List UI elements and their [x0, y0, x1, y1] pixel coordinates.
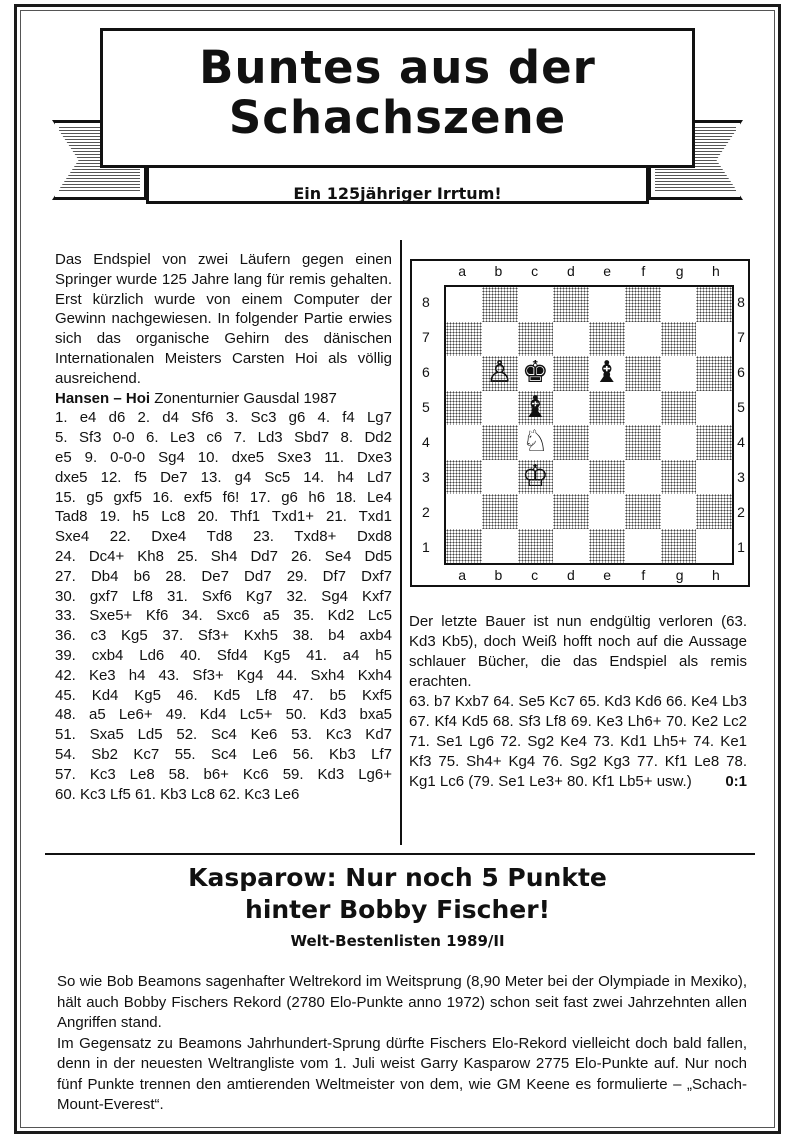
file-label: f: [641, 567, 646, 583]
move-list: [55, 408, 392, 804]
rank-label: 5: [737, 399, 745, 415]
rank-label: 4: [422, 434, 430, 450]
board-square-b8: [482, 287, 518, 322]
board-square-g1: [661, 529, 697, 564]
board-square-c1: [518, 529, 554, 564]
section-divider: [45, 853, 755, 855]
board-square-g5: [661, 391, 697, 426]
board-square-b5: [482, 391, 518, 426]
page-subtitle: Ein 125jähriger Irrtum!: [293, 184, 502, 203]
file-label: b: [494, 567, 503, 583]
board-square-b1: [482, 529, 518, 564]
rank-label: 6: [737, 364, 745, 380]
file-label: e: [603, 263, 612, 279]
move-line: 36. c3 Kg5 37. Sf3+ Kxh5 38. b4 axb4: [55, 627, 392, 645]
file-label: h: [711, 567, 720, 583]
board-square-e5: [589, 391, 625, 426]
game-result: 0:1: [725, 773, 747, 790]
rank-label: 3: [422, 469, 430, 485]
board-square-c5: [518, 391, 554, 426]
file-label: b: [494, 263, 503, 279]
board-square-e1: [589, 529, 625, 564]
board-square-g6: [661, 356, 697, 391]
board-square-b6: [482, 356, 518, 391]
board-square-g3: [661, 460, 697, 495]
board-square-d5: [553, 391, 589, 426]
rank-label: 4: [737, 434, 745, 450]
file-label: a: [458, 567, 467, 583]
board-square-b4: [482, 425, 518, 460]
file-label: c: [531, 263, 539, 279]
move-line: e5 9. 0-0-0 Sg4 10. dxe5 Sxe3 11. Dxe3: [55, 448, 392, 466]
move-line: dxe5 12. f5 De7 13. g4 Sc5 14. h4 Ld7: [55, 468, 392, 486]
intro-paragraph: Das Endspiel von zwei Läufern gegen einen Springer wurde 125 Jahre lang für remis gehalten. Erst kürzlich wurde von einem Computer der Gewinn nachgewiesen. In folgender Partie erwies sich das organische Gehirn des dänischen Internationalen Meisters Carsten Hoi als völlig ausreichend.: [55, 251, 392, 387]
board-square-h6: [696, 356, 732, 391]
game-header: [55, 389, 392, 409]
file-label: e: [603, 567, 612, 583]
board-square-b2: [482, 494, 518, 529]
move-line: 30. gxf7 Lf8 31. Sxf6 Kg7 32. Sg4 Kxf7: [55, 587, 392, 605]
board-square-f3: [625, 460, 661, 495]
black-bishop-icon: ♝: [593, 355, 621, 391]
move-line: Tad8 19. h5 Lc8 20. Thf1 Txd1+ 21. Txd1: [55, 508, 392, 526]
board-square-b3: [482, 460, 518, 495]
move-line: 33. Sxe5+ Kf6 34. Sxc6 a5 35. Kd2 Lc5: [55, 607, 392, 625]
board-square-h7: [696, 322, 732, 357]
move-line: Sxe4 22. Dxe4 Td8 23. Txd8+ Dxd8: [55, 528, 392, 546]
white-king-icon: ♔: [521, 458, 549, 494]
board-square-b7: [482, 322, 518, 357]
board-square-e8: [589, 287, 625, 322]
board-square-c2: [518, 494, 554, 529]
page-title-line2: Schachszene: [228, 91, 567, 144]
column-divider: [400, 240, 402, 845]
file-label: d: [566, 567, 575, 583]
move-line: 48. a5 Le6+ 49. Kd4 Lc5+ 50. Kd3 bxa5: [55, 706, 392, 724]
file-labels-top: [444, 263, 734, 279]
board-square-c7: [518, 322, 554, 357]
move-line: 60. Kc3 Lf5 61. Kb3 Lc8 62. Kc3 Le6: [55, 785, 300, 803]
board-square-a1: [446, 529, 482, 564]
game-event: Zonenturnier Gausdal 1987: [150, 389, 337, 407]
move-line: 24. Dc4+ Kh8 25. Sh4 Dd7 26. Se4 Dd5: [55, 547, 392, 565]
board-square-h3: [696, 460, 732, 495]
board-square-f5: [625, 391, 661, 426]
board-square-h4: [696, 425, 732, 460]
diagram-caption: Der letzte Bauer ist nun endgültig verloren (63. Kd3 Kb5), doch Weiß hofft noch auf die Aussage schlauer Bücher, die das Endspiel als remis erachten.: [409, 613, 747, 690]
black-bishop-icon: ♝: [521, 389, 549, 425]
board-square-d3: [553, 460, 589, 495]
board-square-h8: [696, 287, 732, 322]
left-column: [55, 250, 392, 804]
board-square-e7: [589, 322, 625, 357]
white-pawn-icon: ♙: [486, 355, 514, 391]
board-square-f2: [625, 494, 661, 529]
white-knight-icon: ♘: [521, 424, 549, 460]
file-label: g: [675, 567, 684, 583]
board-square-a3: [446, 460, 482, 495]
rank-label: 5: [422, 399, 430, 415]
board-square-h2: [696, 494, 732, 529]
chessboard: [444, 285, 734, 565]
rank-label: 8: [422, 294, 430, 310]
board-square-d1: [553, 529, 589, 564]
file-labels-bottom: [444, 567, 734, 583]
continuation-text: 63. b7 Kxb7 64. Se5 Kc7 65. Kd3 Kd6 66. Ke4 Lb3 67. Kf4 Kd5 68. Sf3 Lf8 69. Ke3 Lh6+ 70. Ke2 Lc2 71. Se1 Lg6 72. Sg2 Ke4 73. Kd1 Lh5+ 74. Ke1 Kf3 75. Sh4+ Kg4 76. Sg2 Kg3 77. Kf1 Le8 78. Kg1 Lc6 (79. Se1 Le3+ 80. Kf1 Lb5+ usw.): [409, 693, 747, 790]
file-label: a: [458, 263, 467, 279]
move-line: 1. e4 d6 2. d4 Sf6 3. Sc3 g6 4. f4 Lg7: [55, 409, 392, 427]
board-square-h1: [696, 529, 732, 564]
board-square-a6: [446, 356, 482, 391]
article-body: [57, 972, 747, 1116]
board-square-f1: [625, 529, 661, 564]
board-square-a8: [446, 287, 482, 322]
move-line: 42. Ke3 h4 43. Sf3+ Kg4 44. Sxh4 Kxh4: [55, 666, 392, 684]
board-square-f4: [625, 425, 661, 460]
board-square-d2: [553, 494, 589, 529]
article-headline-line2: hinter Bobby Fischer!: [245, 895, 550, 924]
right-column: [409, 612, 747, 792]
continuation-moves: [409, 692, 747, 792]
board-square-d7: [553, 322, 589, 357]
move-line: 57. Kc3 Le8 58. b6+ Kc6 59. Kd3 Lg6+: [55, 765, 392, 783]
rank-label: 7: [737, 329, 745, 345]
rank-labels-right: [734, 285, 748, 565]
move-line: 54. Sb2 Kc7 55. Sc4 Le6 56. Kb3 Lf7: [55, 745, 392, 763]
board-square-h5: [696, 391, 732, 426]
rank-label: 7: [422, 329, 430, 345]
move-line: 5. Sf3 0-0 6. Le3 c6 7. Ld3 Sbd7 8. Dd2: [55, 429, 392, 447]
board-square-a4: [446, 425, 482, 460]
board-square-c4: [518, 425, 554, 460]
move-line: 39. cxb4 Ld6 40. Sfd4 Kg5 41. a4 h5: [55, 646, 392, 664]
move-line: 51. Sxa5 Ld5 52. Sc4 Ke6 53. Kc3 Kd7: [55, 726, 392, 744]
board-square-d4: [553, 425, 589, 460]
article-paragraph: So wie Bob Beamons sagenhafter Weltrekord im Weitsprung (8,90 Meter bei der Olympiade in Mexiko), hält auch Bobby Fischers Rekord (2780 Elo-Punkte anno 1972) schon seit fast zwei Jahrzehnten allen Angriffen stand.: [57, 973, 747, 1031]
board-square-c6: [518, 356, 554, 391]
page-title: [103, 43, 692, 143]
game-players: Hansen – Hoi: [55, 389, 151, 407]
board-square-e6: [589, 356, 625, 391]
article-subheadline: Welt-Bestenlisten 1989/II: [290, 932, 505, 950]
move-line: 15. g5 gxf5 16. exf5 f6! 17. g6 h6 18. Le4: [55, 488, 392, 506]
page-title-line1: Buntes aus der: [199, 41, 596, 94]
black-king-icon: ♚: [521, 355, 549, 391]
chess-diagram: [410, 259, 750, 587]
rank-label: 8: [737, 294, 745, 310]
board-square-g8: [661, 287, 697, 322]
board-square-f8: [625, 287, 661, 322]
board-square-d6: [553, 356, 589, 391]
board-square-e4: [589, 425, 625, 460]
rank-labels-left: [422, 285, 430, 565]
board-square-c3: [518, 460, 554, 495]
board-square-c8: [518, 287, 554, 322]
board-square-f6: [625, 356, 661, 391]
move-line: 27. Db4 b6 28. De7 Dd7 29. Df7 Dxf7: [55, 567, 392, 585]
board-square-d8: [553, 287, 589, 322]
move-line: 45. Kd4 Kg5 46. Kd5 Lf8 47. b5 Kxf5: [55, 686, 392, 704]
rank-label: 1: [737, 539, 745, 555]
file-label: g: [675, 263, 684, 279]
file-label: h: [711, 263, 720, 279]
rank-label: 1: [422, 539, 430, 555]
file-label: f: [641, 263, 646, 279]
board-square-e2: [589, 494, 625, 529]
title-banner: [100, 28, 695, 168]
board-square-g2: [661, 494, 697, 529]
board-square-a7: [446, 322, 482, 357]
article-headline: [0, 862, 795, 926]
rank-label: 2: [737, 504, 745, 520]
article-headline-line1: Kasparow: Nur noch 5 Punkte: [188, 863, 607, 892]
rank-label: 3: [737, 469, 745, 485]
board-square-a5: [446, 391, 482, 426]
file-label: d: [566, 263, 575, 279]
board-square-g4: [661, 425, 697, 460]
file-label: c: [531, 567, 539, 583]
board-square-a2: [446, 494, 482, 529]
rank-label: 2: [422, 504, 430, 520]
article-paragraph: Im Gegensatz zu Beamons Jahrhundert-Sprung dürfte Fischers Elo-Rekord vielleicht doch bald fallen, denn in der neuesten Weltrangliste vom 1. Juli weist Garry Kasparow 2775 Elo-Punkte auf. Nur noch fünf Punkte trennen den amtierenden Weltmeister von dem, wie GM Keene es formulierte – „Schach-Mount-Everest“.: [57, 1034, 747, 1113]
board-square-f7: [625, 322, 661, 357]
board-square-e3: [589, 460, 625, 495]
rank-label: 6: [422, 364, 430, 380]
board-square-g7: [661, 322, 697, 357]
